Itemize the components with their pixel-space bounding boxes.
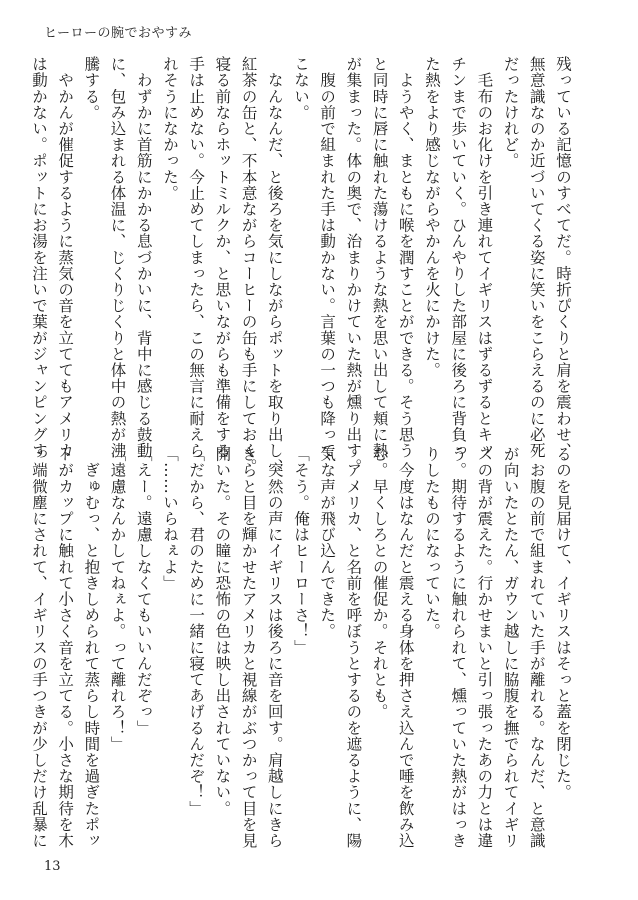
text-line: 「……いらねぇよ」 bbox=[160, 446, 179, 591]
text-line: やかんが催促するように蒸気の音を立ててもアメリカ bbox=[56, 56, 75, 459]
text-line: 「えー。遠慮しなくてもいいんだぞっ」 bbox=[134, 446, 153, 736]
text-line: るのを見届けて、イギリスはそっと蓋を閉じた。 bbox=[554, 446, 572, 801]
text-line: なんなんだ、と後ろを気にしながらポットを取り出し、 bbox=[265, 56, 284, 475]
text-line: トがカップに触れて小さく音を立てる。小さな期待を木 bbox=[56, 446, 75, 849]
text-line: っ端微塵にされて、イギリスの手つきが少しだけ乱暴に bbox=[29, 446, 48, 849]
text-line: と同時に唇に触れた蕩けるような熱を思い出して頬に熱 bbox=[370, 56, 389, 459]
text-line: 寝る前ならホットミルクか、と思いながらも準備をする bbox=[213, 56, 232, 459]
text-line: に、包み込まれる体温に、じくりじくりと体中の熱が沸 bbox=[108, 56, 127, 459]
text-line: 今度はなんだと震える身体を押さえ込んで唾を飲み込 bbox=[396, 446, 415, 849]
text-line: が向いたとたん、ガウン越しに脇腹を撫でられてイギリ bbox=[501, 446, 520, 849]
lower-text-block bbox=[29, 446, 576, 849]
text-line: れそうになかった。 bbox=[160, 56, 179, 201]
text-line: 気な声が飛び込んできた。 bbox=[318, 446, 337, 640]
lower-vertical-text bbox=[29, 446, 576, 849]
text-line: 紅茶の缶と、不本意ながらコーヒーの缶も手にしておく。 bbox=[239, 56, 258, 475]
text-line: 手は止めない。今止めてしまったら、この無言に耐えら bbox=[187, 56, 206, 459]
text-line: アメリカ、と名前を呼ぼうとするのを遮るように、陽 bbox=[344, 446, 363, 849]
text-line: 毛布のお化けを引き連れてイギリスはずるずるとキッ bbox=[475, 56, 494, 459]
text-line: 「だから、君のために一緒に寝てあげるんだぞ！」 bbox=[187, 446, 206, 817]
text-line: 突然の声にイギリスは後ろに音を回す。肩越しにきら bbox=[265, 446, 284, 849]
text-line: 残っている記憶のすべてだ。時折ぴくりと肩を震わせ、 bbox=[554, 56, 572, 459]
text-line: わずかに首筋にかかる息づかいに、背中に感じる鼓動 bbox=[134, 56, 153, 459]
text-line: 「そう。俺はヒーローさ！」 bbox=[291, 446, 310, 656]
text-line: 無意識なのか近づいてくる姿に笑いをこらえるのに必死 bbox=[527, 56, 546, 459]
text-line: ぎゅむっ、と抱きしめられて蒸らし時間を過ぎたポッ bbox=[82, 446, 101, 849]
text-line: ようやく、まともに喉を潤すことができる。そう思う bbox=[396, 56, 415, 459]
page-number: 13 bbox=[44, 859, 61, 874]
upper-vertical-text bbox=[29, 56, 576, 475]
text-line: 騰する。 bbox=[82, 56, 101, 121]
text-line: は動かない。ポットにお湯を注いで葉がジャンピングす bbox=[29, 56, 48, 459]
upper-text-block bbox=[29, 56, 576, 475]
text-line: う。期待するように触れられて、燻っていた熱がはっき bbox=[449, 446, 468, 849]
text-line: お腹の前で組まれていた手が離れる。なんだ、と意識 bbox=[527, 446, 546, 849]
text-line: む。早くしろとの催促か。それとも。 bbox=[370, 446, 389, 720]
text-line: 「遠慮なんかしてねぇよ。って離れろ！」 bbox=[108, 446, 127, 752]
text-line: 腹の前で組まれた手は動かない。言葉の一つも降って bbox=[318, 56, 337, 459]
text-line: きらと目を輝かせたアメリカと視線がぶつかって目を見 bbox=[239, 446, 258, 849]
text-line: チンまで歩いていく。ひんやりした部屋に後ろに背負っ bbox=[449, 56, 468, 459]
running-title: ヒーローの腕でおやすみ bbox=[44, 26, 192, 41]
text-line: りしたものになっていた。 bbox=[422, 446, 441, 640]
text-line: 開いた。その瞳に恐怖の色は映し出されていない。 bbox=[213, 446, 232, 817]
text-line: だったけれど。 bbox=[501, 56, 520, 169]
text-line: た熱をより感じながらやかんを火にかけた。 bbox=[422, 56, 441, 378]
text-line: こない。 bbox=[291, 56, 310, 121]
text-line: スの背が震えた。行かせまいと引っ張ったあの力とは違 bbox=[475, 446, 494, 849]
text-line: が集まった。体の奥で、治まりかけていた熱が燻り出す。 bbox=[344, 56, 363, 475]
